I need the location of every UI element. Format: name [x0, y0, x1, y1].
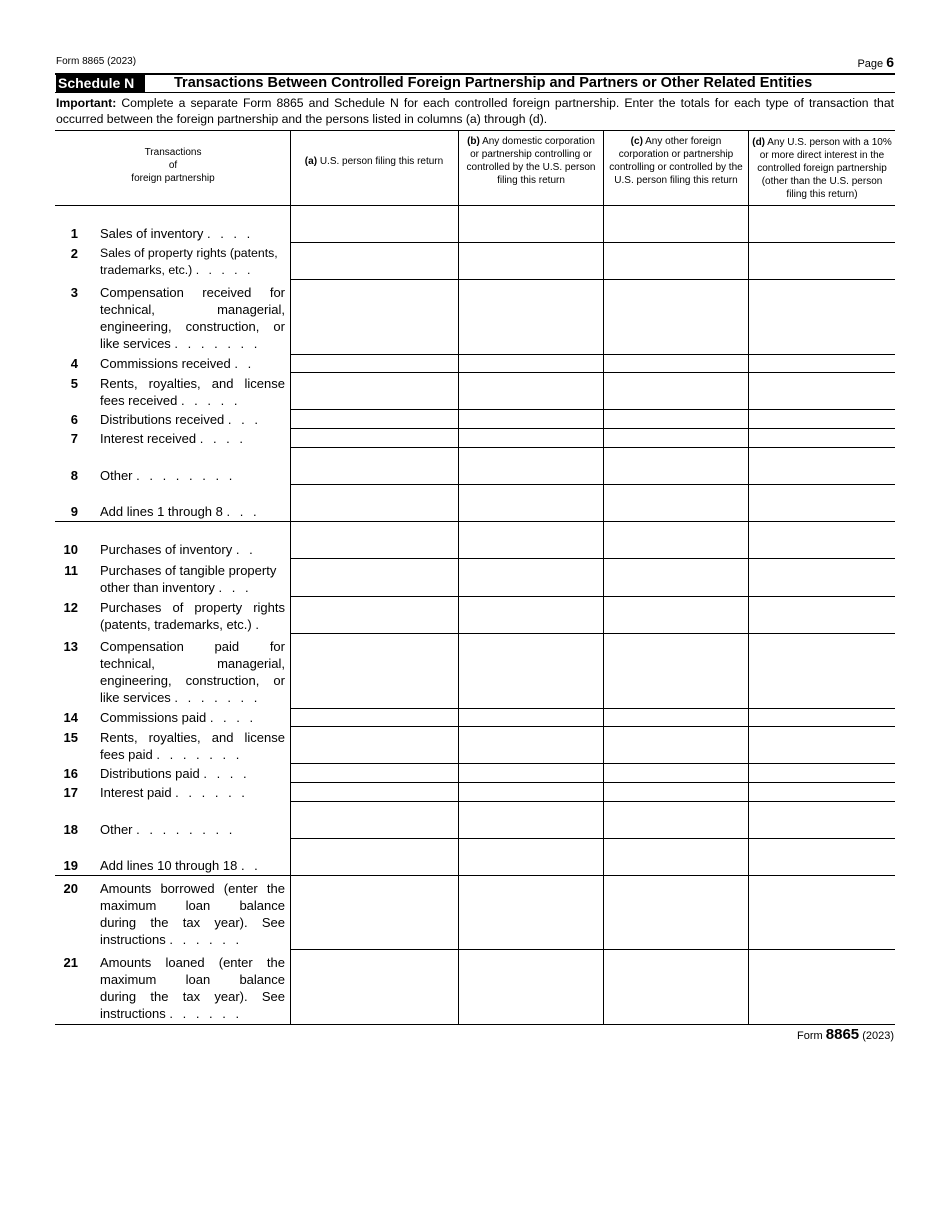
row-rule [290, 428, 895, 429]
row-rule [290, 242, 895, 243]
schedule-badge: Schedule N [56, 74, 145, 92]
row-rule [290, 763, 895, 764]
row-rule [290, 279, 895, 280]
row-rule [290, 409, 895, 410]
table-bottom-rule [55, 1024, 895, 1025]
row-rule [290, 726, 895, 727]
row-rule [290, 782, 895, 783]
row-rule [290, 801, 895, 802]
row-rule [290, 558, 895, 559]
section-rule [55, 521, 895, 522]
footer-form-number: 8865 [825, 1026, 860, 1043]
row-rule [290, 949, 895, 950]
row-rule [290, 708, 895, 709]
table-top-rule [55, 130, 895, 131]
row-rule [290, 596, 895, 597]
page-label: Page [857, 58, 884, 70]
col-rule-d [748, 130, 749, 1024]
row-rule [290, 447, 895, 448]
row-rule [290, 633, 895, 634]
row-rule [290, 484, 895, 485]
col-d-header: (d) Any U.S. person with a 10% or more direct interest in the controlled foreign partnership (other than the U.S. person filing this return) [752, 137, 892, 200]
title-rule [55, 92, 895, 93]
important-text: Complete a separate Form 8865 and Schedule N for each controlled foreign partnership. Enter the totals for each type of transaction that occurred between the foreign partnership and the persons listed in columns (a) through (d). [56, 96, 894, 126]
form-header-label: Form 8865 (2023) [56, 56, 137, 67]
row-rule [290, 838, 895, 839]
row-rule [290, 372, 895, 373]
col-rule-a [290, 130, 291, 1024]
row-rule [290, 354, 895, 355]
header-bottom-rule [55, 205, 895, 206]
important-note [56, 95, 894, 127]
col-rule-b [458, 130, 459, 1024]
col-rule-c [603, 130, 604, 1024]
col-b-header: (b) Any domestic corporation or partnership controlling or controlled by the U.S. person filing this return [466, 136, 596, 186]
schedule-title: Transactions Between Controlled Foreign Partnership and Partners or Other Related Entities [174, 75, 813, 91]
col-a-header: (a) U.S. person filing this return [304, 156, 444, 167]
section-rule [55, 875, 895, 876]
form-footer: Form 8865 (2023) [797, 1026, 894, 1043]
col-c-header: (c) Any other foreign corporation or partnership controlling or controlled by the U.S. person filing this return [609, 136, 743, 186]
important-label: Important: [56, 96, 117, 110]
page-number: 6 [886, 54, 894, 70]
col-transactions-header: Transactions of foreign partnership [131, 147, 215, 184]
page-indicator [857, 54, 894, 70]
